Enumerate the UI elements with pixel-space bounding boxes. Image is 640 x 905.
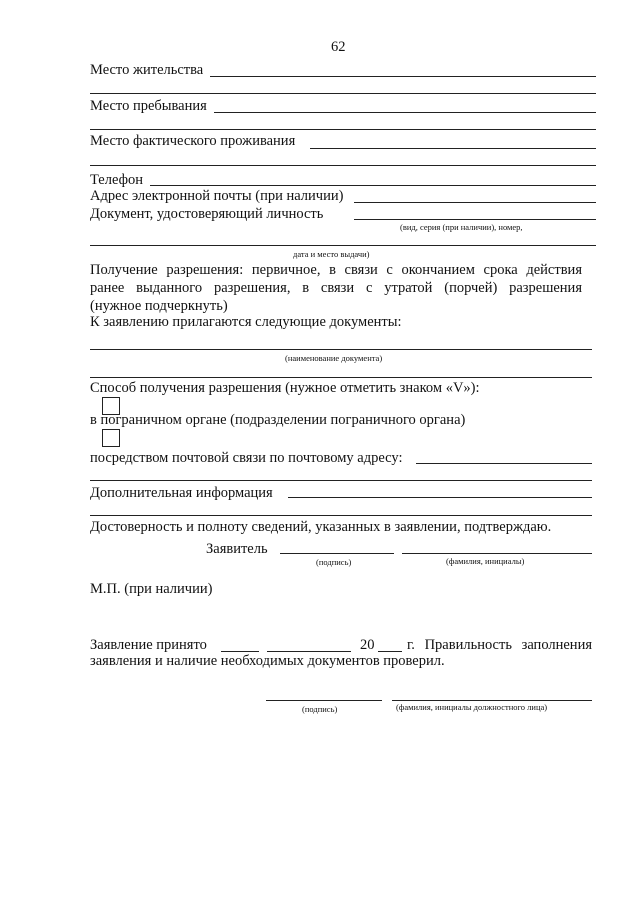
accepted-month-line[interactable] — [267, 651, 351, 652]
stay-line[interactable] — [214, 112, 596, 113]
confirmation-text: Достоверность и полноту сведений, указанных в заявлении, подтверждаю. — [90, 519, 552, 535]
phone-label: Телефон — [90, 172, 143, 188]
applicant-name-line[interactable] — [402, 553, 592, 554]
seal-label: М.П. (при наличии) — [90, 581, 213, 597]
border-office-option: в пограничном органе (подразделении пограничного органа) — [90, 412, 466, 428]
accepted-text-2: заявления и наличие необходимых документов проверил. — [90, 653, 445, 669]
attachments-hint: (наименование документа) — [285, 353, 383, 363]
additional-info-line-2[interactable] — [90, 515, 592, 516]
applicant-label: Заявитель — [206, 541, 268, 557]
email-label: Адрес электронной почты (при наличии) — [90, 188, 344, 204]
applicant-signature-line[interactable] — [280, 553, 394, 554]
additional-info-line[interactable] — [288, 497, 592, 498]
permit-type-line-2: ранее выданного разрешения, в связи с утратой (порчей) разрешения — [90, 280, 582, 296]
actual-residence-line[interactable] — [310, 148, 596, 149]
additional-info-label: Дополнительная информация — [90, 485, 273, 501]
attachments-line-2[interactable] — [90, 377, 592, 378]
accepted-label: Заявление принято — [90, 637, 207, 653]
officer-signature-hint: (подпись) — [302, 704, 338, 714]
officer-name-hint: (фамилия, инициалы должностного лица) — [396, 702, 548, 712]
postal-option: посредством почтовой связи по почтовому адресу: — [90, 450, 403, 466]
stay-label: Место пребывания — [90, 98, 207, 114]
method-label: Способ получения разрешения (нужное отметить знаком «V»): — [90, 380, 480, 396]
residence-line-2[interactable] — [90, 93, 596, 94]
accepted-year: 20 — [360, 637, 375, 653]
applicant-signature-hint: (подпись) — [316, 557, 352, 567]
id-document-label: Документ, удостоверяющий личность — [90, 206, 324, 222]
applicant-name-hint: (фамилия, инициалы) — [446, 556, 525, 566]
permit-type-hint: (нужное подчеркнуть) — [90, 298, 228, 314]
officer-name-line[interactable] — [392, 700, 592, 701]
attachments-line[interactable] — [90, 349, 592, 350]
residence-label: Место жительства — [90, 62, 204, 78]
attachments-label: К заявлению прилагаются следующие документы: — [90, 314, 402, 330]
id-document-line[interactable] — [354, 219, 596, 220]
id-document-hint: (вид, серия (при наличии), номер, — [400, 222, 523, 232]
phone-line[interactable] — [150, 185, 596, 186]
actual-residence-line-2[interactable] — [90, 165, 596, 166]
id-document-hint-2: дата и место выдачи) — [293, 249, 370, 259]
accepted-day-line[interactable] — [221, 651, 259, 652]
postal-address-line-2[interactable] — [90, 480, 592, 481]
actual-residence-label: Место фактического проживания — [90, 133, 296, 149]
stay-line-2[interactable] — [90, 129, 596, 130]
page-number: 62 — [331, 39, 346, 55]
officer-signature-line[interactable] — [266, 700, 382, 701]
postal-checkbox[interactable] — [102, 429, 120, 447]
accepted-year-line[interactable] — [378, 651, 402, 652]
accepted-text: г. Правильность заполнения — [407, 637, 592, 653]
residence-line[interactable] — [210, 76, 596, 77]
id-document-line-2[interactable] — [90, 245, 596, 246]
permit-type-line-1: Получение разрешения: первичное, в связи с окончанием срока действия — [90, 262, 582, 278]
email-line[interactable] — [354, 202, 596, 203]
postal-address-line[interactable] — [416, 463, 592, 464]
